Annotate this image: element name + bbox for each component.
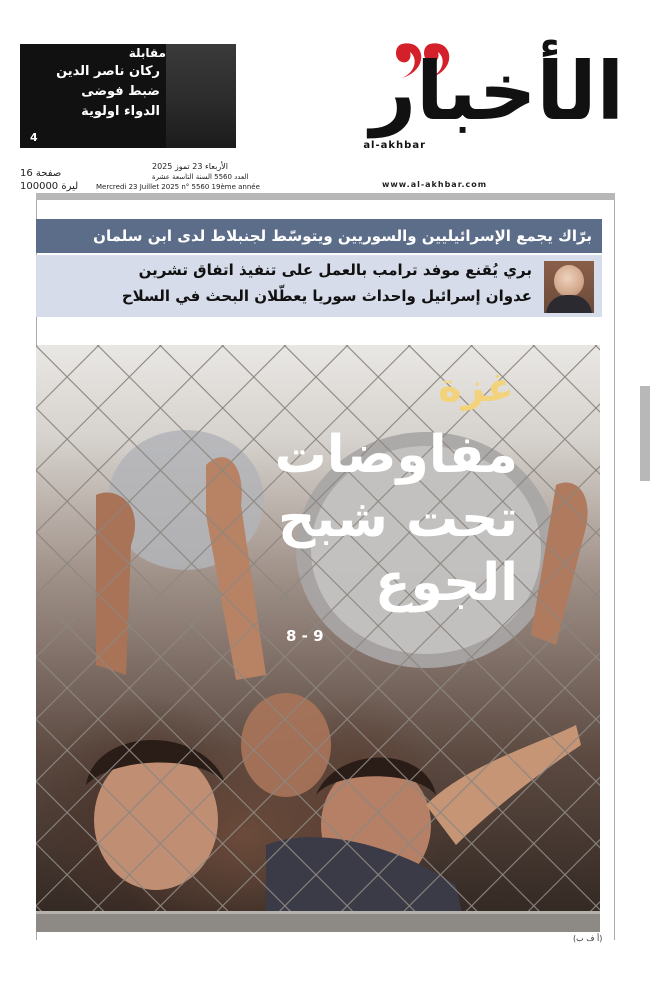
headline-portrait: [544, 261, 594, 313]
date-french: Mercredi 23 Juillet 2025 n° 5560 19ème année: [96, 183, 260, 191]
masthead[interactable]: [262, 40, 632, 160]
promo-line-2: ضبط فوضى: [81, 84, 160, 99]
website-url[interactable]: www.al-akhbar.com: [382, 180, 488, 189]
cover-title-line-2: تحت شبح: [278, 489, 518, 549]
masthead-title: الأخبار: [370, 45, 624, 138]
cover-title-line-1: مفاوضات: [274, 425, 518, 485]
issue-number: العدد 5560 السنة التاسعة عشرة: [152, 173, 249, 181]
headline-secondary[interactable]: [36, 255, 602, 317]
frame-right-rule: [614, 200, 615, 940]
cover-kicker: غزة: [438, 365, 514, 411]
frame-top-bar: [36, 193, 615, 200]
cover-photo[interactable]: [36, 345, 600, 932]
page-side-marker: [640, 386, 650, 481]
photo-credit: (أ ف ب): [573, 934, 603, 943]
promo-page-number: 4: [30, 131, 38, 144]
promo-tag: مقابلة: [128, 46, 166, 60]
price: 100000 ليرة: [20, 181, 79, 192]
promo-box[interactable]: [20, 44, 236, 148]
headline-primary[interactable]: [36, 219, 602, 253]
headline-secondary-line-1: بري يُقنع موفد ترامب بالعمل على تنفيذ اتفاق تشرين: [138, 261, 532, 279]
promo-line-3: الدواء اولوية: [81, 104, 160, 119]
cover-page-reference: 8 - 9: [286, 627, 324, 645]
date-arabic: الأربعاء 23 تموز 2025: [152, 162, 228, 171]
promo-portrait: [166, 44, 236, 148]
cover-title-line-3: الجوع: [375, 553, 518, 613]
headline-primary-text: برّاك يجمع الإسرائيليين والسوريين ويتوسّط لجنبلاط لدى ابن سلمان: [93, 227, 592, 245]
masthead-latin: al-akhbar: [363, 140, 426, 151]
headline-secondary-line-2: عدوان إسرائيل واحداث سوريا يعطّلان البحث في السلاح: [121, 287, 532, 305]
page-count: 16 صفحة: [20, 168, 62, 179]
promo-line-1: ركان ناصر الدين: [56, 64, 160, 79]
